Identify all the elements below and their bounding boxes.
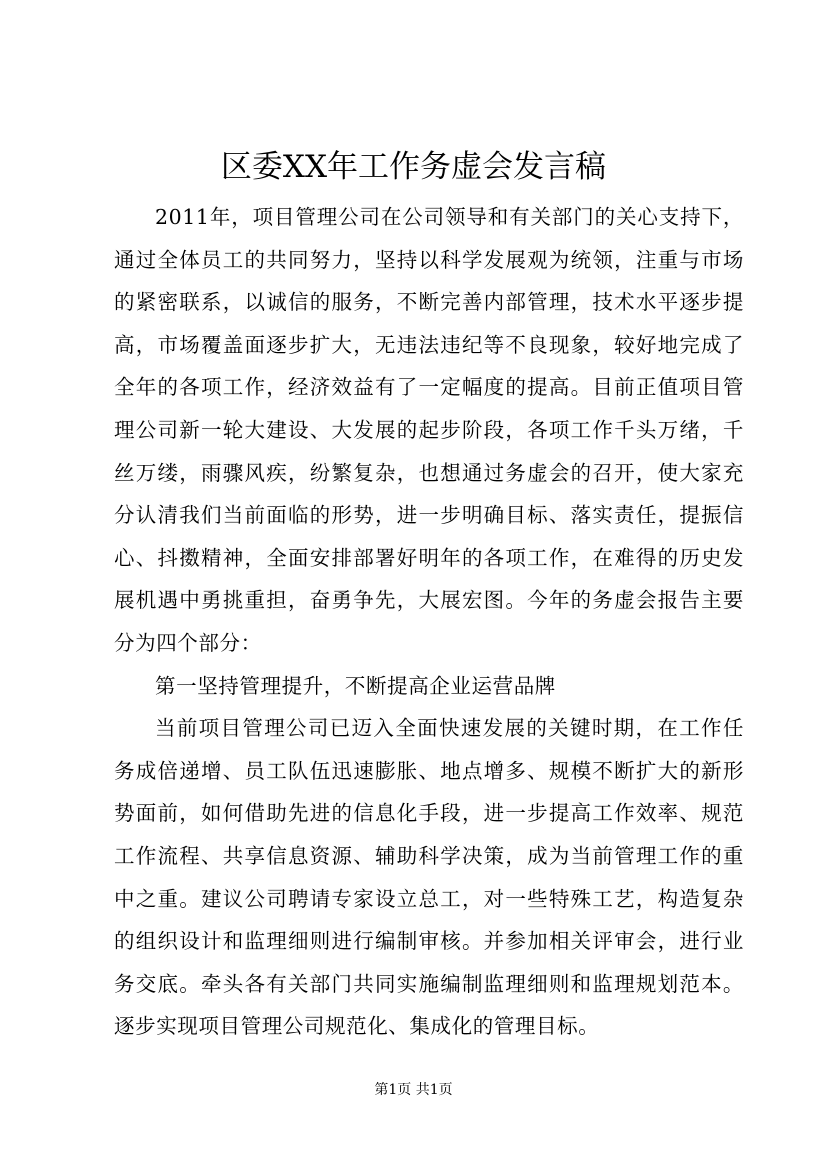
paragraph-management: 当前项目管理公司已迈入全面快速发展的关键时期，在工作任务成倍递增、员工队伍迅速膨胀、地点增多、规模不断扩大的新形势面前，如何借助先进的信息化手段，进一步提高工作效率、规范工作流程、共享信息资源、辅助科学决策，成为当前管理工作的重中之重。建议公司聘请专家设立总工，对一些特殊工艺，构造复杂的组织设计和监理细则进行编制审核。并参加相关评审会，进行业务交底。牵头各有关部门共同实施编制监理细则和监理规划范本。逐步实现项目管理公司规范化、集成化的管理目标。 bbox=[114, 716, 744, 1039]
paragraph-section-heading: 第一坚持管理提升，不断提高企业运营品牌 bbox=[155, 673, 556, 698]
document-title: 区委XX年工作务虚会发言稿 bbox=[220, 149, 607, 185]
paragraph-intro: 2011年，项目管理公司在公司领导和有关部门的关心支持下，通过全体员工的共同努力，坚持以科学发展观为统领，注重与市场的紧密联系，以诚信的服务，不断完善内部管理，技术水平逐步提高，市场覆盖面逐步扩大，无违法违纪等不良现象，较好地完成了全年的各项工作，经济效益有了一定幅度的提高。目前正值项目管理公司新一轮大建设、大发展的起步阶段，各项工作千头万绪，千丝万缕，雨骤风疾，纷繁复杂，也想通过务虚会的召开，使大家充分认清我们当前面临的形势，进一步明确目标、落实责任，提振信心、抖擞精神，全面安排部署好明年的各项工作，在难得的历史发展机遇中勇挑重担，奋勇争先，大展宏图。今年的务虚会报告主要分为四个部分： bbox=[114, 205, 744, 655]
document-body bbox=[114, 196, 744, 1048]
page-number-footer: 第1页 共1页 bbox=[374, 1082, 453, 1098]
